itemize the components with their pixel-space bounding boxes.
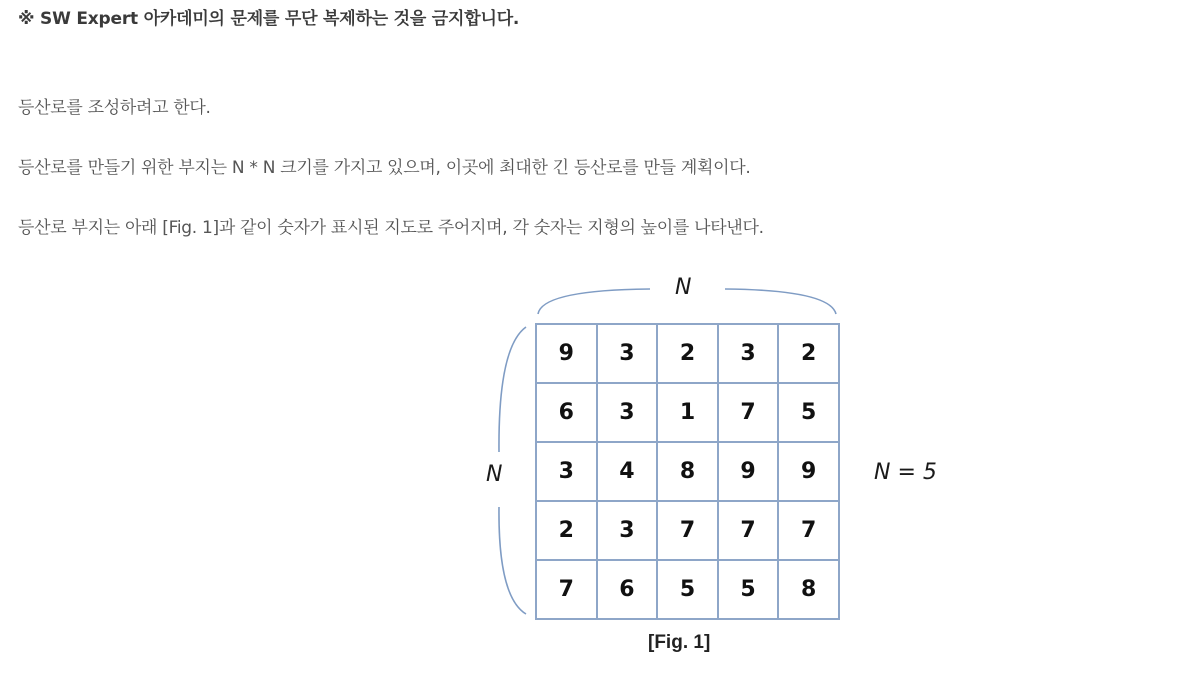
grid-cell: 3 (718, 324, 779, 383)
left-n-label: N (486, 462, 503, 487)
grid-cell: 2 (536, 501, 597, 560)
figure-caption: [Fig. 1] (648, 632, 711, 653)
left-brace-lower (499, 507, 526, 614)
paragraph-map-description: 등산로 부지는 아래 [Fig. 1]과 같이 숫자가 표시된 지도로 주어지며, 각 숫자는 지형의 높이를 나타낸다. (18, 218, 764, 238)
grid-cell: 9 (778, 442, 839, 501)
grid-cell: 5 (718, 560, 779, 619)
grid-cell: 3 (597, 501, 658, 560)
grid-cell: 2 (778, 324, 839, 383)
grid-cell: 8 (778, 560, 839, 619)
n-equals-label: N = 5 (874, 460, 937, 485)
grid-cell: 7 (536, 560, 597, 619)
top-brace-right (725, 289, 836, 314)
grid-row (536, 324, 839, 383)
grid-cell: 3 (597, 383, 658, 442)
grid-cell: 9 (718, 442, 779, 501)
grid-cell: 5 (778, 383, 839, 442)
grid-cell: 9 (536, 324, 597, 383)
grid-cell: 7 (657, 501, 718, 560)
copyright-notice: ※ SW Expert 아카데미의 문제를 무단 복제하는 것을 금지합니다. (18, 9, 520, 29)
grid-cell: 3 (536, 442, 597, 501)
grid-row (536, 501, 839, 560)
grid-cell: 8 (657, 442, 718, 501)
grid-cell: 7 (718, 501, 779, 560)
grid-cell: 4 (597, 442, 658, 501)
grid-cell: 6 (536, 383, 597, 442)
top-n-label: N (675, 275, 692, 300)
left-brace-upper (499, 327, 526, 452)
grid-row (536, 560, 839, 619)
top-brace (538, 289, 650, 314)
height-grid (535, 323, 840, 620)
grid-cell: 7 (778, 501, 839, 560)
grid-cell: 7 (718, 383, 779, 442)
grid-cell: 3 (597, 324, 658, 383)
paragraph-site-size: 등산로를 만들기 위한 부지는 N * N 크기를 가지고 있으며, 이곳에 최대한 긴 등산로를 만들 계획이다. (18, 158, 751, 178)
grid-cell: 5 (657, 560, 718, 619)
figure-1 (470, 262, 970, 672)
grid-row (536, 383, 839, 442)
grid-cell: 1 (657, 383, 718, 442)
grid-row (536, 442, 839, 501)
grid-cell: 2 (657, 324, 718, 383)
grid-cell: 6 (597, 560, 658, 619)
paragraph-intro: 등산로를 조성하려고 한다. (18, 98, 211, 118)
